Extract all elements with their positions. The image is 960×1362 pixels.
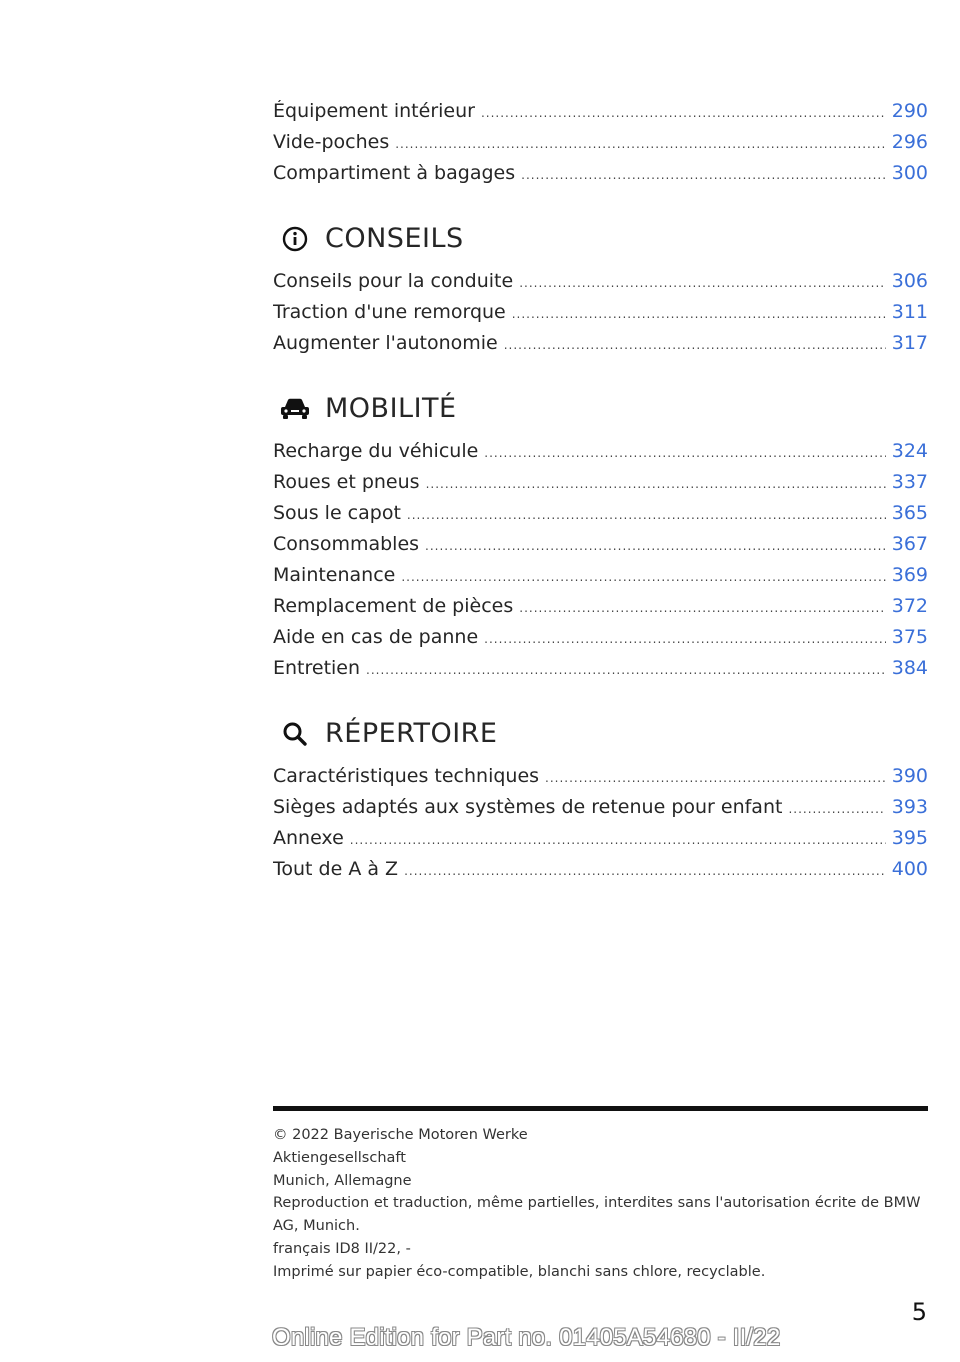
- dot-leader: [519, 601, 885, 615]
- dot-leader: [504, 338, 886, 352]
- dot-leader: [519, 276, 886, 290]
- toc-entry[interactable]: [273, 533, 928, 564]
- toc-page-link[interactable]: 290: [891, 100, 928, 122]
- toc-page-link[interactable]: 372: [891, 595, 928, 617]
- toc-entry-label: Recharge du véhicule: [273, 440, 479, 462]
- dot-leader: [484, 446, 885, 460]
- table-of-contents: [273, 100, 928, 889]
- toc-entry[interactable]: [273, 564, 928, 595]
- dot-leader: [350, 833, 886, 847]
- dot-leader: [404, 864, 886, 878]
- paper-notice: Imprimé sur papier éco-compatible, blanchi sans chlore, recyclable.: [273, 1263, 766, 1280]
- toc-page-link[interactable]: 384: [891, 657, 928, 679]
- dot-leader: [512, 307, 886, 321]
- toc-page-link[interactable]: 375: [891, 626, 928, 648]
- toc-entry-label: Vide-poches: [273, 131, 390, 153]
- dot-leader: [407, 508, 886, 522]
- toc-page-link[interactable]: 393: [891, 796, 928, 818]
- toc-page-link[interactable]: 317: [891, 332, 928, 354]
- edition-line: français ID8 II/22, -: [273, 1240, 411, 1257]
- dot-leader: [425, 539, 886, 553]
- toc-page-link[interactable]: 365: [891, 502, 928, 524]
- toc-entry[interactable]: [273, 657, 928, 688]
- search-icon: [277, 718, 313, 749]
- dot-leader: [426, 477, 886, 491]
- toc-entry-label: Consommables: [273, 533, 420, 555]
- car-icon: [277, 393, 313, 424]
- toc-entry-label: Compartiment à bagages: [273, 162, 516, 184]
- toc-entry[interactable]: [273, 270, 928, 301]
- dot-leader: [395, 137, 886, 151]
- page-number: 5: [911, 1298, 927, 1326]
- dot-leader: [401, 570, 885, 584]
- toc-entry[interactable]: [273, 162, 928, 193]
- section-title: RÉPERTOIRE: [325, 718, 498, 749]
- toc-entry-label: Sous le capot: [273, 502, 401, 524]
- toc-entry[interactable]: [273, 131, 928, 162]
- dot-leader: [521, 168, 886, 182]
- imprint: [273, 1124, 928, 1284]
- toc-entry[interactable]: [273, 765, 928, 796]
- toc-page-link[interactable]: 369: [891, 564, 928, 586]
- toc-entry-label: Équipement intérieur: [273, 100, 475, 122]
- info-icon: [277, 223, 313, 254]
- section-heading: [273, 718, 928, 749]
- footer-divider: [273, 1106, 928, 1111]
- toc-page-link[interactable]: 337: [891, 471, 928, 493]
- toc-page-link[interactable]: 311: [891, 301, 928, 323]
- toc-entry-label: Augmenter l'autonomie: [273, 332, 498, 354]
- toc-group-top: [273, 100, 928, 193]
- dot-leader: [484, 632, 886, 646]
- toc-page-link[interactable]: 395: [891, 827, 928, 849]
- toc-page-link[interactable]: 367: [891, 533, 928, 555]
- toc-entry[interactable]: [273, 827, 928, 858]
- toc-page-link[interactable]: 390: [891, 765, 928, 787]
- online-edition-watermark: Online Edition for Part no. 01405A54680 - II/22: [272, 1324, 781, 1351]
- section-heading: [273, 393, 928, 424]
- section-conseils: [273, 223, 928, 363]
- section-title: CONSEILS: [325, 223, 464, 254]
- toc-entry-label: Sièges adaptés aux systèmes de retenue pour enfant: [273, 796, 783, 818]
- dot-leader: [366, 663, 886, 677]
- toc-page-link[interactable]: 400: [891, 858, 928, 880]
- toc-entry[interactable]: [273, 471, 928, 502]
- toc-entry-label: Traction d'une remorque: [273, 301, 506, 323]
- toc-entry-label: Remplacement de pièces: [273, 595, 514, 617]
- city-line: Munich, Allemagne: [273, 1172, 412, 1189]
- toc-page-link[interactable]: 300: [891, 162, 928, 184]
- reproduction-notice: Reproduction et traduction, même partielles, interdites sans l'autorisation écrite de BMW AG, Munich.: [273, 1195, 921, 1235]
- section-title: MOBILITÉ: [325, 393, 457, 424]
- toc-entry-label: Entretien: [273, 657, 361, 679]
- toc-entry-label: Roues et pneus: [273, 471, 420, 493]
- toc-page-link[interactable]: 306: [891, 270, 928, 292]
- toc-entry-label: Conseils pour la conduite: [273, 270, 514, 292]
- toc-entry[interactable]: [273, 796, 928, 827]
- copyright-line: © 2022 Bayerische Motoren Werke: [273, 1127, 528, 1143]
- toc-entry-label: Tout de A à Z: [273, 858, 399, 880]
- toc-entry-label: Caractéristiques techniques: [273, 765, 540, 787]
- toc-entry[interactable]: [273, 595, 928, 626]
- dot-leader: [481, 106, 886, 120]
- toc-page-link[interactable]: 324: [891, 440, 928, 462]
- company-line: Aktiengesellschaft: [273, 1149, 406, 1166]
- toc-entry[interactable]: [273, 858, 928, 889]
- section-repertoire: [273, 718, 928, 889]
- toc-entry[interactable]: [273, 332, 928, 363]
- toc-entry[interactable]: [273, 301, 928, 332]
- toc-entry[interactable]: [273, 440, 928, 471]
- toc-entry-label: Aide en cas de panne: [273, 626, 479, 648]
- dot-leader: [788, 802, 885, 816]
- toc-entry[interactable]: [273, 502, 928, 533]
- toc-entry[interactable]: [273, 100, 928, 131]
- toc-entry-label: Annexe: [273, 827, 344, 849]
- toc-entry-label: Maintenance: [273, 564, 396, 586]
- dot-leader: [545, 771, 886, 785]
- toc-page-link[interactable]: 296: [891, 131, 928, 153]
- toc-entry[interactable]: [273, 626, 928, 657]
- section-mobilite: [273, 393, 928, 688]
- section-heading: [273, 223, 928, 254]
